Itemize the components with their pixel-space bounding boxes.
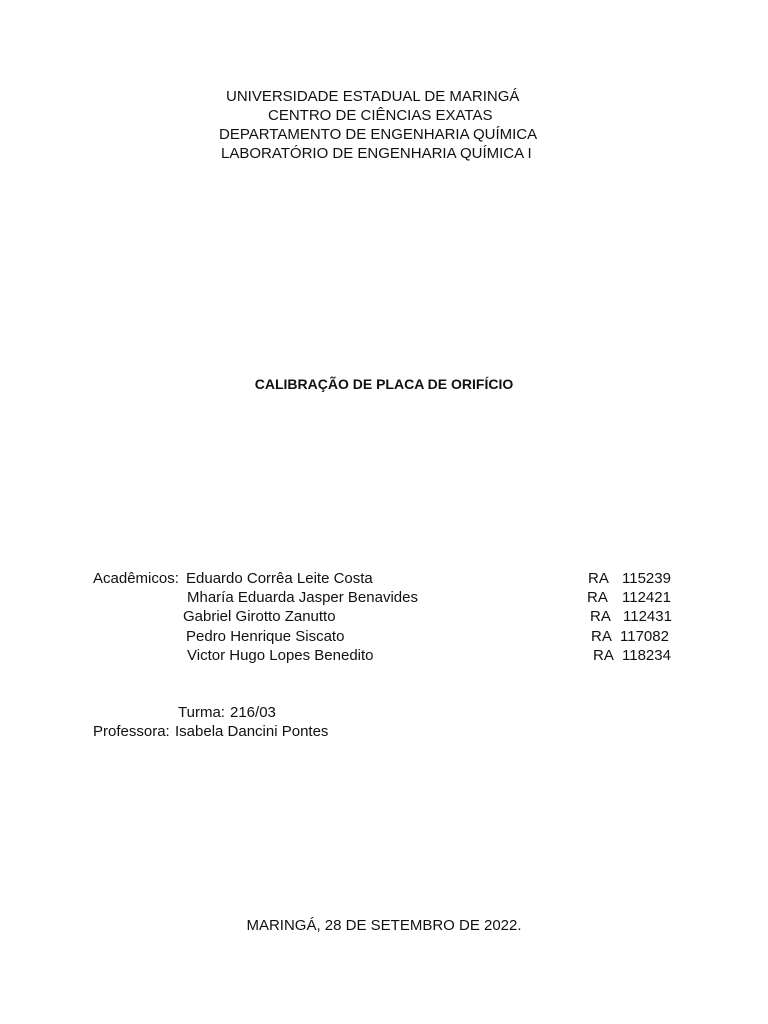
student-ra: 117082 bbox=[620, 628, 669, 645]
student-name: Mharía Eduarda Jasper Benavides bbox=[187, 589, 418, 606]
university-name: UNIVERSIDADE ESTADUAL DE MARINGÁ bbox=[226, 88, 520, 105]
class-label: Turma: bbox=[178, 704, 225, 721]
student-name: Gabriel Girotto Zanutto bbox=[183, 608, 336, 625]
students-label: Acadêmicos: bbox=[93, 570, 179, 587]
professor-name: Isabela Dancini Pontes bbox=[175, 723, 329, 740]
student-name: Victor Hugo Lopes Benedito bbox=[187, 647, 374, 664]
student-ra: 118234 bbox=[622, 647, 671, 664]
class-value: 216/03 bbox=[230, 704, 276, 721]
department-name: DEPARTAMENTO DE ENGENHARIA QUÍMICA bbox=[219, 126, 538, 143]
laboratory-name: LABORATÓRIO DE ENGENHARIA QUÍMICA I bbox=[221, 145, 532, 162]
student-ra-label: RA bbox=[590, 608, 611, 625]
student-ra: 112421 bbox=[622, 589, 671, 606]
report-title: CALIBRAÇÃO DE PLACA DE ORIFÍCIO bbox=[254, 376, 514, 392]
center-name: CENTRO DE CIÊNCIAS EXATAS bbox=[268, 107, 493, 124]
student-ra-label: RA bbox=[593, 647, 614, 664]
student-ra: 115239 bbox=[622, 570, 671, 587]
student-name: Pedro Henrique Siscato bbox=[186, 628, 345, 645]
place-and-date: MARINGÁ, 28 DE SETEMBRO DE 2022. bbox=[246, 917, 522, 934]
student-ra-label: RA bbox=[588, 570, 609, 587]
student-ra-label: RA bbox=[587, 589, 608, 606]
student-name: Eduardo Corrêa Leite Costa bbox=[186, 570, 373, 587]
student-ra: 112431 bbox=[623, 608, 672, 625]
student-ra-label: RA bbox=[591, 628, 612, 645]
professor-label: Professora: bbox=[93, 723, 170, 740]
